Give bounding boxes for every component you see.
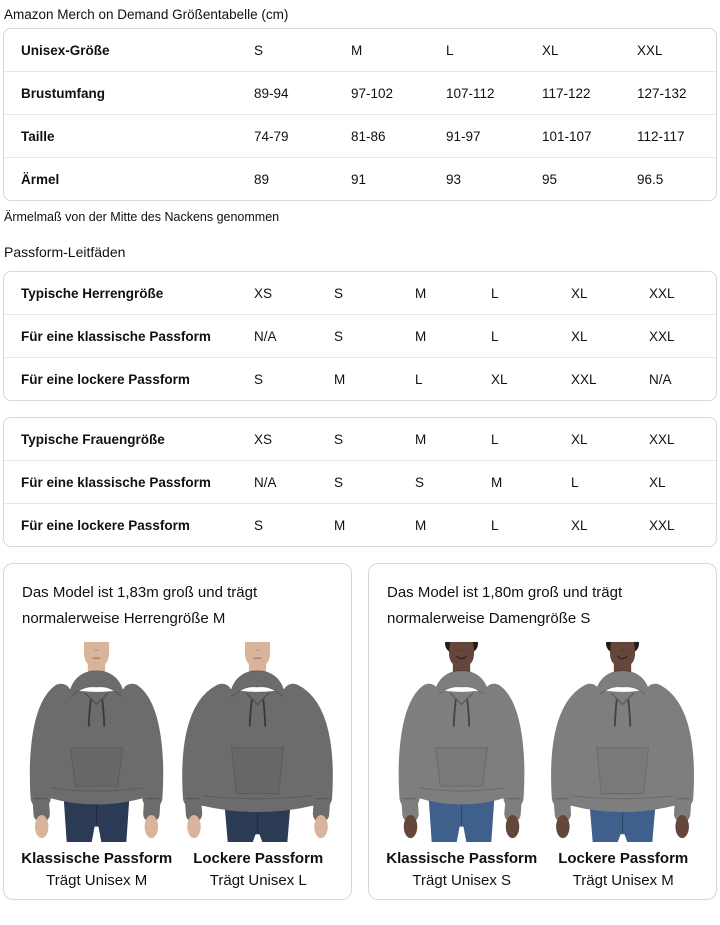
table-cell: L bbox=[415, 371, 423, 387]
row-label: Für eine lockere Passform bbox=[21, 517, 190, 533]
table-cell: XS bbox=[254, 431, 273, 447]
model-description: Das Model ist 1,80m groß und trägt normalerweise Damengröße S bbox=[387, 584, 623, 627]
model-figure-loose bbox=[178, 638, 340, 889]
table-cell: XL bbox=[649, 474, 666, 490]
table-cell: M bbox=[415, 285, 427, 301]
table-cell: 93 bbox=[446, 171, 462, 187]
table-cell: 107-112 bbox=[446, 85, 495, 101]
table-cell: XXL bbox=[649, 431, 675, 447]
table-row bbox=[4, 29, 716, 71]
table-cell: 117-122 bbox=[542, 85, 591, 101]
table-cell: XXL bbox=[649, 285, 675, 301]
size-worn-label: Trägt Unisex L bbox=[209, 872, 307, 889]
model-cards-row bbox=[3, 563, 717, 900]
row-label: Für eine lockere Passform bbox=[21, 371, 190, 387]
table-cell: XXL bbox=[649, 517, 675, 533]
table-cell: M bbox=[334, 371, 346, 387]
fit-guides-heading: Passform-Leitfäden bbox=[4, 244, 126, 260]
model-photo bbox=[17, 638, 177, 842]
table-cell: XL bbox=[571, 285, 588, 301]
table-cell: 81-86 bbox=[351, 128, 386, 144]
table-cell: L bbox=[491, 328, 499, 344]
table-cell: S bbox=[334, 285, 344, 301]
table-cell: L bbox=[491, 285, 499, 301]
table-cell: 89-94 bbox=[254, 85, 289, 101]
table-row bbox=[4, 71, 716, 114]
page-title: Amazon Merch on Demand Größentabelle (cm) bbox=[4, 7, 289, 22]
table-cell: L bbox=[571, 474, 579, 490]
table-cell: N/A bbox=[649, 371, 672, 387]
model-photo bbox=[543, 638, 703, 842]
table-cell: S bbox=[415, 474, 425, 490]
mens-fit-table bbox=[3, 271, 717, 401]
sleeve-measure-note: Ärmelmaß von der Mitte des Nackens genommen bbox=[4, 210, 280, 224]
table-cell: 112-117 bbox=[637, 128, 685, 144]
table-cell: S bbox=[334, 474, 344, 490]
table-cell: XXL bbox=[649, 328, 675, 344]
table-row bbox=[4, 272, 716, 314]
row-label: Typische Frauengröße bbox=[21, 431, 165, 447]
row-label: Taille bbox=[21, 128, 55, 144]
row-label: Für eine klassische Passform bbox=[21, 474, 211, 490]
fit-label: Klassische Passform bbox=[386, 850, 538, 867]
table-cell: S bbox=[334, 328, 344, 344]
table-cell: 74-79 bbox=[254, 128, 289, 144]
model-figures bbox=[16, 638, 339, 889]
table-cell: M bbox=[351, 42, 363, 58]
table-row bbox=[4, 418, 716, 460]
table-row bbox=[4, 503, 716, 546]
model-figure-classic bbox=[16, 638, 178, 889]
table-cell: XL bbox=[571, 431, 588, 447]
table-cell: S bbox=[254, 517, 264, 533]
size-worn-label: Trägt Unisex M bbox=[572, 872, 674, 889]
model-photo bbox=[382, 638, 542, 842]
table-cell: 91-97 bbox=[446, 128, 481, 144]
table-row bbox=[4, 460, 716, 503]
womens-fit-table bbox=[3, 417, 717, 547]
table-cell: XL bbox=[571, 328, 588, 344]
table-cell: XL bbox=[571, 517, 588, 533]
table-cell: S bbox=[254, 42, 264, 58]
model-description: Das Model ist 1,83m groß und trägt normalerweise Herrengröße M bbox=[22, 584, 258, 627]
table-row bbox=[4, 314, 716, 357]
table-cell: M bbox=[415, 517, 427, 533]
table-cell: XL bbox=[542, 42, 559, 58]
table-cell: N/A bbox=[254, 474, 277, 490]
table-cell: M bbox=[334, 517, 346, 533]
table-cell: M bbox=[491, 474, 503, 490]
table-cell: M bbox=[415, 431, 427, 447]
size-worn-label: Trägt Unisex M bbox=[46, 872, 148, 889]
fit-label: Lockere Passform bbox=[558, 850, 689, 867]
unisex-size-table bbox=[3, 28, 717, 201]
table-cell: XXL bbox=[637, 42, 663, 58]
table-cell: 127-132 bbox=[637, 85, 687, 101]
row-label: Für eine klassische Passform bbox=[21, 328, 211, 344]
table-cell: XL bbox=[491, 371, 508, 387]
size-worn-label: Trägt Unisex S bbox=[412, 872, 512, 889]
male-model-card bbox=[3, 563, 352, 900]
table-cell: 97-102 bbox=[351, 85, 394, 101]
female-model-card bbox=[368, 563, 717, 900]
table-cell: 96.5 bbox=[637, 171, 664, 187]
table-cell: M bbox=[415, 328, 427, 344]
table-row bbox=[4, 357, 716, 400]
table-cell: XS bbox=[254, 285, 273, 301]
model-figures bbox=[381, 638, 704, 889]
table-row bbox=[4, 114, 716, 157]
table-cell: L bbox=[491, 431, 499, 447]
table-cell: 95 bbox=[542, 171, 558, 187]
model-figure-loose bbox=[543, 638, 705, 889]
table-row bbox=[4, 157, 716, 200]
fit-label: Klassische Passform bbox=[21, 850, 173, 867]
model-figure-classic bbox=[381, 638, 543, 889]
table-cell: L bbox=[446, 42, 454, 58]
table-cell: S bbox=[254, 371, 264, 387]
row-label: Unisex-Größe bbox=[21, 42, 110, 58]
table-cell: S bbox=[334, 431, 344, 447]
table-cell: 89 bbox=[254, 171, 270, 187]
table-cell: XXL bbox=[571, 371, 597, 387]
row-label: Brustumfang bbox=[21, 85, 105, 101]
model-photo bbox=[178, 638, 338, 842]
table-cell: 101-107 bbox=[542, 128, 592, 144]
table-cell: N/A bbox=[254, 328, 277, 344]
table-cell: 91 bbox=[351, 171, 367, 187]
table-cell: L bbox=[491, 517, 499, 533]
row-label: Typische Herrengröße bbox=[21, 285, 164, 301]
row-label: Ärmel bbox=[21, 171, 60, 187]
fit-label: Lockere Passform bbox=[193, 850, 324, 867]
